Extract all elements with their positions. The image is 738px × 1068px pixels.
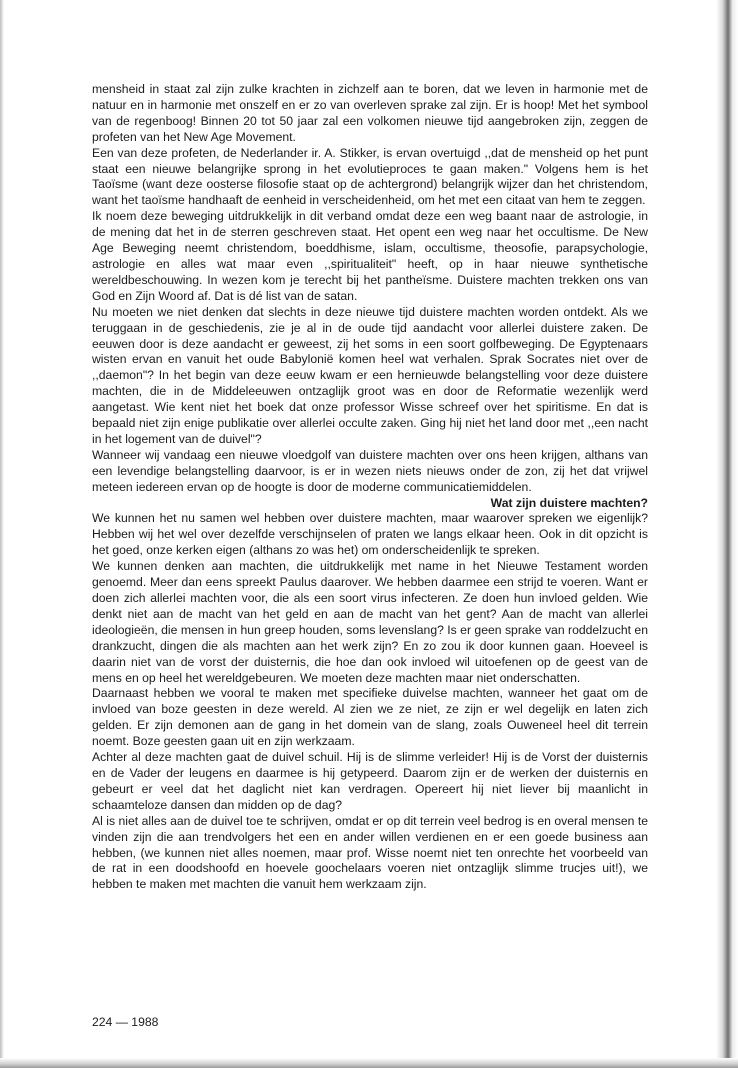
page-body bbox=[92, 82, 648, 893]
scan-edge-right bbox=[716, 0, 738, 1068]
scan-edge-left bbox=[0, 0, 4, 1068]
paragraph-devil: Achter al deze machten gaat de duivel schuil. Hij is de slimme verleider! Hij is de Vorst der duisternis en de Vader der leugens en daarmee is hij getypeerd. Daarom zijn er de werken der duisternis en gebeurt er veel dat het daglicht niet kan verdragen. Opereert hij niet liever bij maanlicht in schaamteloze dansen dan midden op de dag? bbox=[92, 750, 648, 812]
paragraph-astrology: Ik noem deze beweging uitdrukkelijk in dit verband omdat deze een weg baant naar de astrologie, in de mening dat het in de sterren geschreven staat. Het opent een weg naar het occultisme. De New Age Beweging neemt christendom, boeddhisme, islam, occultisme, theosofie, parapsychologie, astrologie en alles wat maar even ,,spiritualiteit" heeft, op in haar nieuwe synthetische wereldbeschouwing. In wezen kom je terecht bij het pantheïsme. Duistere machten trekken ons van God en Zijn Woord af. Dat is dé list van de satan. bbox=[92, 209, 648, 303]
paragraph-deception: Al is niet alles aan de duivel toe te schrijven, omdat er op dit terrein veel bedrog is en overal mensen te vinden zijn die aan trendvolgers het een en ander willen verdienen en er een goede business aan hebben, (we kunnen niet alles noemen, maar prof. Wisse noemt niet ten onrechte het voorbeeld van de rat in een doodshoofd en hoevele goochelaars voeren niet ontzaglijk slimme trucjes uit!), we hebben te maken met machten die vanuit hem werkzaam zijn. bbox=[92, 813, 648, 892]
section-heading: Wat zijn duistere machten? bbox=[490, 495, 648, 510]
paragraph-new-testament: We kunnen denken aan machten, die uitdrukkelijk met name in het Nieuwe Testament worden genoemd. Meer dan eens spreekt Paulus daarover. We hebben daarmee een strijd te voeren. Want er doen zich allerlei machten voor, die als een soort virus infecteren. Ze doen hun invloed gelden. Wie denkt niet aan de macht van het geld en aan de macht van het gent? Aan de macht van allerlei ideologieën, die mensen in hun greep houden, soms levenslang? Is er geen sprake van roddelzucht en drankzucht, dingen die als machten aan het werk zijn? En zo zou ik door kunnen gaan. Hoeveel is daarin niet van de vorst der duisternis, die hoe dan ook invloed wil uitoefenen op de geest van de mens en op heel het wereldgebeuren. We moeten deze machten maar niet onderschatten. bbox=[92, 559, 648, 685]
paragraph-new-wave: Wanneer wij vandaag een nieuwe vloedgolf van duistere machten over ons heen krijgen, althans van een levendige belangstelling daarvoor, is er in wezen niets nieuws onder de zon, zij het dat vrijwel meteen iedereen ervan op de hoogte is door de moderne communicatiemiddelen. bbox=[92, 447, 648, 494]
paragraph-new-age-hope: mensheid in staat zal zijn zulke krachten in zichzelf aan te boren, dat we leven in harmonie met de natuur en in harmonie met onszelf en er zo van overleven sprake zal zijn. Er is hoop! Met het symbool van de regenboog! Binnen 20 tot 50 jaar zal een volkomen nieuwe tijd aangebroken zijn, zeggen de profeten van het New Age Movement. bbox=[92, 82, 648, 144]
paragraph-history: Nu moeten we niet denken dat slechts in deze nieuwe tijd duistere machten worden ontdekt. Als we teruggaan in de geschiedenis, zie je al in de oude tijd aandacht voor allerlei duistere zaken. De eeuwen door is deze aandacht er geweest, zij het soms in een soort golfbeweging. De Egyptenaars wisten ervan en vanuit het oude Babylonië komen heel wat verhalen. Sprak Socrates niet over de ,,daemon"? In het begin van deze eeuw kwam er een hernieuwde belangstelling voor deze duistere machten, die in de Middeleeuwen ontzaglijk groot was en door de Reformatie wezenlijk werd aangetast. Wie kent niet het boek dat onze professor Wisse schreef over het spiritisme. En dat is bepaald niet zijn enige publikatie over allerlei occulte zaken. Ging hij niet het land door met ,,een nacht in het logement van de duivel"? bbox=[92, 304, 648, 446]
paragraph-stikker: Een van deze profeten, de Nederlander ir. A. Stikker, is ervan overtuigd ,,dat de mensheid op het punt staat een nieuwe belangrijke sprong in het evolutieproces te gaan maken." Volgens hem is het Taoïsme (want deze oosterse filosofie staat op de achtergrond) belangrijk wijzer dan het christendom, want het taoïsme handhaaft de eenheid in verscheidenheid, om het met een citaat van hem te zeggen. bbox=[92, 145, 648, 208]
paragraph-demonic: Daarnaast hebben we vooral te maken met specifieke duivelse machten, wanneer het gaat om de invloed van boze geesten in deze wereld. Al zien we ze niet, ze zijn er wel degelijk en laten zich gelden. Er zijn demonen aan de gang in het domein van de slang, zoals Ouweneel heel dit terrein noemt. Boze geesten gaan uit en zijn werkzaam. bbox=[92, 686, 648, 749]
page-number: 224 — 1988 bbox=[92, 1015, 159, 1029]
paragraph-what-are-powers: We kunnen het nu samen wel hebben over duistere machten, maar waarover spreken we eigenlijk? Hebben wij het wel over dezelfde verschijnselen of praten we langs elkaar heen. Ook in dit opzicht is het goed, onze kerken eigen (althans zo was het) om onderscheidenlijk te spreken. bbox=[92, 511, 648, 558]
scan-edge-bottom bbox=[0, 1058, 738, 1068]
